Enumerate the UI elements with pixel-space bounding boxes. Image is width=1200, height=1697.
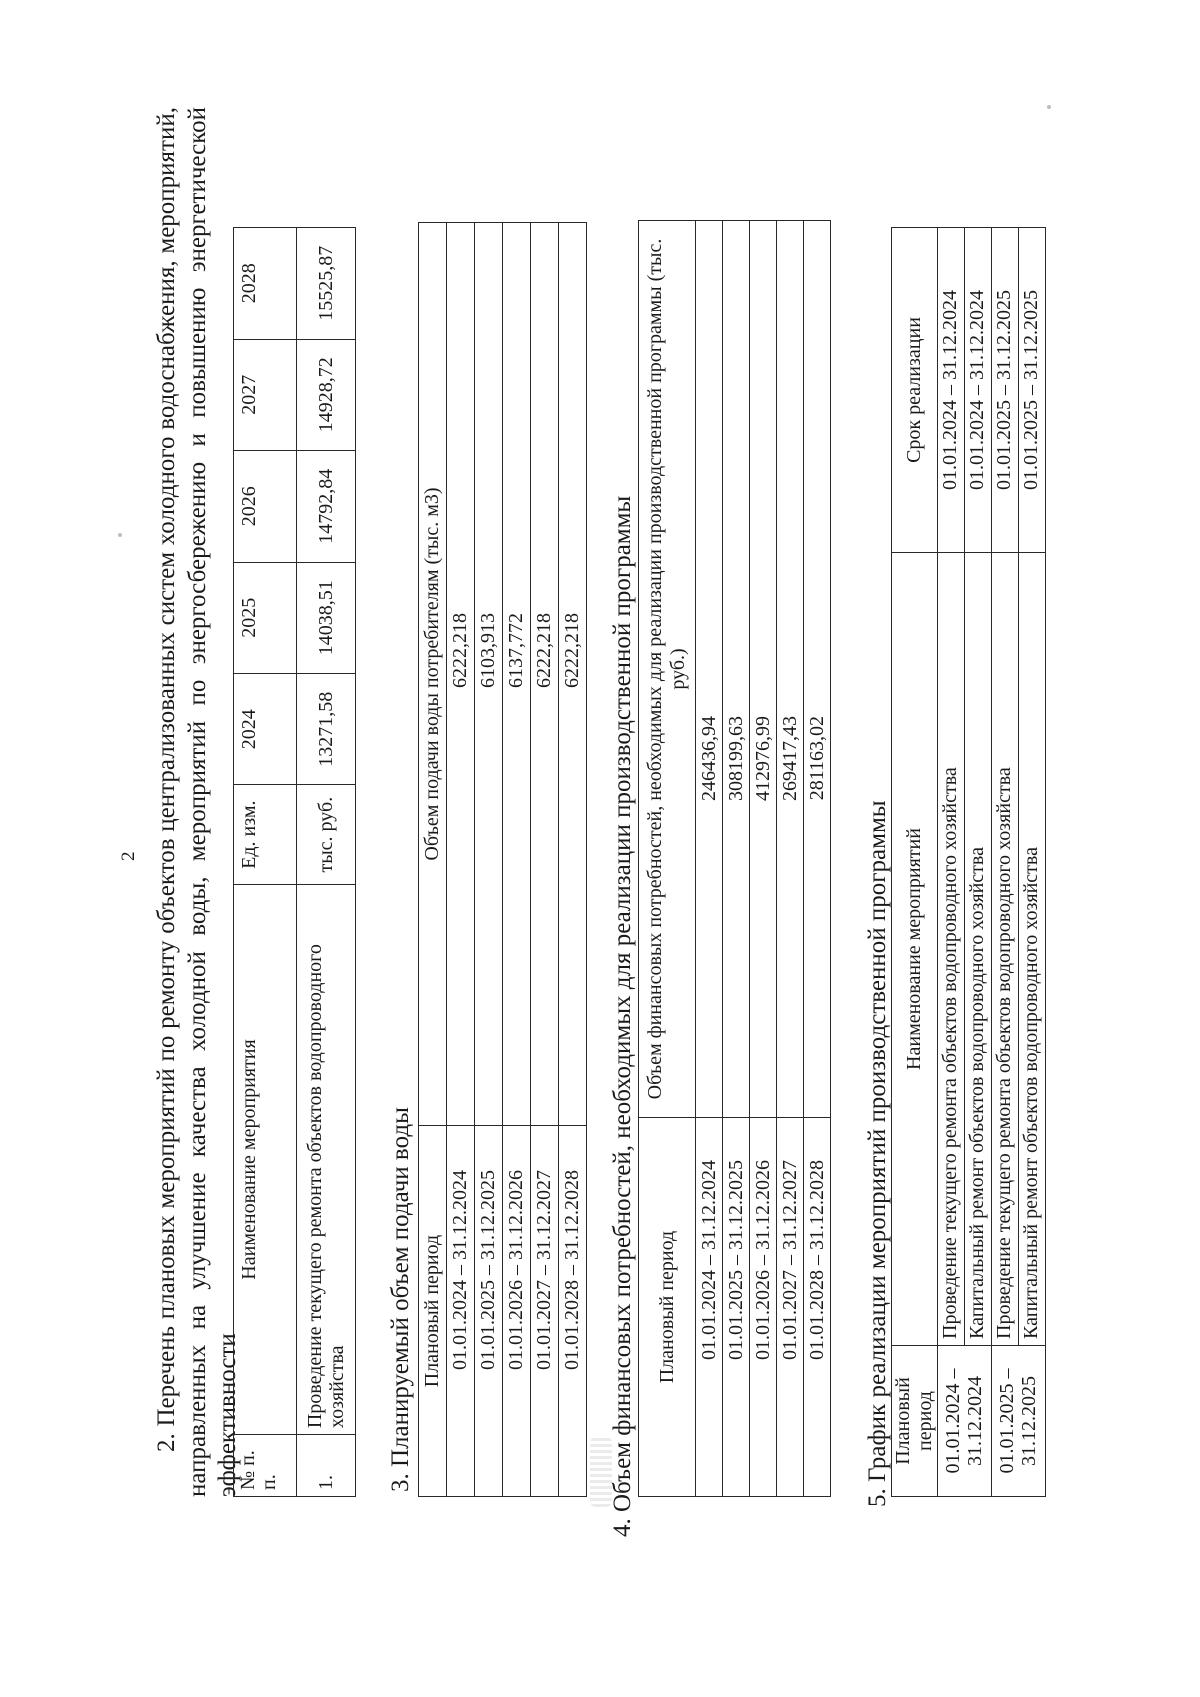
- header-year-2026: 2026: [234, 451, 297, 562]
- header-number: № п. п.: [234, 1435, 297, 1497]
- table-row: [991, 228, 1018, 1497]
- cell-period: 01.01.2026 – 31.12.2026: [503, 1126, 531, 1497]
- cell-period: 01.01.2028 – 31.12.2028: [804, 1118, 831, 1497]
- cell-period: 01.01.2026 – 31.12.2026: [750, 1118, 777, 1497]
- scan-speck: [1047, 105, 1051, 109]
- table-row: [531, 223, 559, 1497]
- header-year-2028: 2028: [234, 228, 297, 340]
- cell-term: 01.01.2025 – 31.12.2025: [991, 228, 1018, 553]
- cell-measure-name: Проведение текущего ремонта объектов водопроводного хозяйства: [297, 884, 356, 1434]
- section-3-title: 3. Планируемый объем подачи воды: [387, 1107, 414, 1492]
- table-header-row: [419, 223, 447, 1497]
- header-unit: Ед. изм.: [234, 785, 297, 884]
- table-row: [1018, 228, 1045, 1497]
- table-row: [750, 221, 777, 1497]
- cell-period: 01.01.2027 – 31.12.2027: [531, 1126, 559, 1497]
- table-row: [777, 221, 804, 1497]
- cell-period: 01.01.2024 – 31.12.2024: [447, 1126, 475, 1497]
- cell-volume: 6103,913: [475, 223, 503, 1126]
- cell-amount: 412976,99: [750, 221, 777, 1118]
- section-2-title: 2. Перечень плановых мероприятий по ремонту объектов централизованных систем холодного водоснабжения, мероприятий, направленных на улучшение качества холодной воды, мероприятий по энергосбережению и повышению энергетической эффективности: [153, 107, 241, 1497]
- table-header-row: [639, 221, 696, 1497]
- page-number: 2: [118, 851, 139, 861]
- table-row: [475, 223, 503, 1497]
- table-row: [804, 221, 831, 1497]
- cell-measure: Капитальный ремонт объектов водопроводного хозяйства: [964, 553, 991, 1346]
- header-supply-volume: Объем подачи воды потребителям (тыс. м3): [419, 223, 447, 1126]
- table-row: [447, 223, 475, 1497]
- cell-2026: 14792,84: [297, 451, 356, 562]
- cell-amount: 281163,02: [804, 221, 831, 1118]
- cell-volume: 6137,772: [503, 223, 531, 1126]
- cell-2028: 15525,87: [297, 228, 356, 340]
- cell-period: 01.01.2024 – 31.12.2024: [937, 1346, 991, 1497]
- header-implementation-term: Срок реализации: [892, 228, 938, 553]
- water-supply-volume-table: [418, 222, 587, 1497]
- cell-2024: 13271,58: [297, 674, 356, 785]
- cell-period: 01.01.2024 – 31.12.2024: [696, 1118, 723, 1497]
- cell-volume: 6222,218: [447, 223, 475, 1126]
- cell-measure: Проведение текущего ремонта объектов водопроводного хозяйства: [937, 553, 964, 1346]
- header-planned-period: Плановый период: [892, 1346, 938, 1497]
- header-financial-needs: Объем финансовых потребностей, необходимых для реализации производственной программы (тыс. руб.): [639, 221, 696, 1118]
- cell-period: 01.01.2028 – 31.12.2028: [559, 1126, 587, 1497]
- cell-measure: Проведение текущего ремонта объектов водопроводного хозяйства: [991, 553, 1018, 1346]
- cell-amount: 269417,43: [777, 221, 804, 1118]
- cell-term: 01.01.2024 – 31.12.2024: [937, 228, 964, 553]
- section-4-title: 4. Объем финансовых потребностей, необходимых для реализации производственной программы: [609, 495, 636, 1537]
- cell-measure: Капитальный ремонт объектов водопроводного хозяйства: [1018, 553, 1045, 1346]
- table-header-row: [892, 228, 938, 1497]
- header-planned-period: Плановый период: [419, 1126, 447, 1497]
- cell-2025: 14038,51: [297, 562, 356, 673]
- scan-speck: [118, 533, 122, 537]
- table-row: [964, 228, 991, 1497]
- table-row: [503, 223, 531, 1497]
- table-header-row: [234, 228, 297, 1497]
- cell-period: 01.01.2025 – 31.12.2025: [991, 1346, 1045, 1497]
- cell-term: 01.01.2024 – 31.12.2024: [964, 228, 991, 553]
- header-measure-name: Наименование мероприятия: [234, 884, 297, 1434]
- cell-period: 01.01.2025 – 31.12.2025: [723, 1118, 750, 1497]
- table-row: [937, 228, 964, 1497]
- cell-period: 01.01.2027 – 31.12.2027: [777, 1118, 804, 1497]
- section-5-title: 5. График реализации мероприятий производственной программы: [864, 800, 891, 1507]
- cell-amount: 246436,94: [696, 221, 723, 1118]
- table-row: [723, 221, 750, 1497]
- header-year-2024: 2024: [234, 674, 297, 785]
- table-row: [696, 221, 723, 1497]
- cell-unit: тыс. руб.: [297, 785, 356, 884]
- header-year-2025: 2025: [234, 562, 297, 673]
- header-year-2027: 2027: [234, 339, 297, 450]
- cell-number: 1.: [297, 1435, 356, 1497]
- financial-needs-table: [638, 220, 831, 1497]
- implementation-schedule-table: [891, 227, 1046, 1497]
- header-planned-period: Плановый период: [639, 1118, 696, 1497]
- cell-volume: 6222,218: [531, 223, 559, 1126]
- table-row: [297, 228, 356, 1497]
- cell-amount: 308199,63: [723, 221, 750, 1118]
- header-measures: Наименование мероприятий: [892, 553, 938, 1346]
- cell-term: 01.01.2025 – 31.12.2025: [1018, 228, 1045, 553]
- table-row: [559, 223, 587, 1497]
- cell-2027: 14928,72: [297, 339, 356, 450]
- repair-measures-table: [233, 227, 356, 1497]
- cell-period: 01.01.2025 – 31.12.2025: [475, 1126, 503, 1497]
- cell-volume: 6222,218: [559, 223, 587, 1126]
